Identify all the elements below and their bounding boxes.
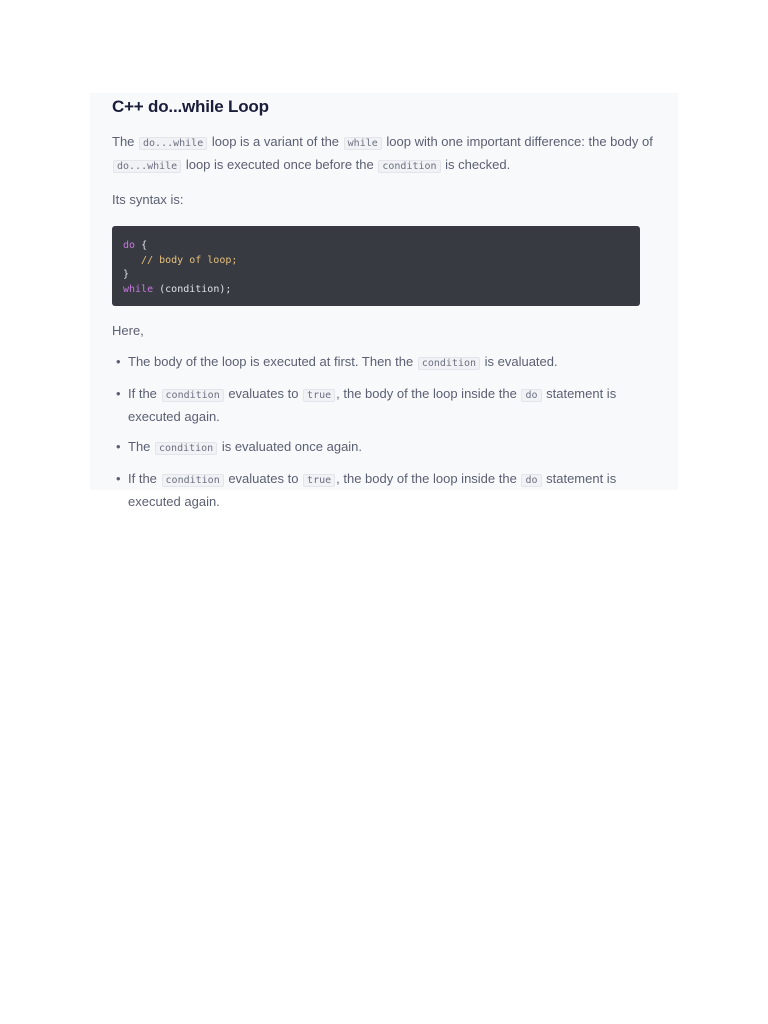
article-content [90, 97, 678, 512]
list-item [112, 383, 656, 427]
inline-code-condition: condition [155, 442, 217, 455]
list-item [112, 351, 656, 374]
intro-text-5: is checked. [441, 157, 511, 172]
inline-code-while: while [344, 137, 382, 150]
inline-code-condition: condition [162, 474, 224, 487]
page-title: C++ do...while Loop [112, 97, 269, 116]
bullet-text: , the body of the loop inside the [336, 386, 521, 401]
code-line4-rest: (condition); [153, 283, 232, 295]
here-label: Here, [112, 323, 144, 338]
intro-text-3: loop with one important difference: the body of [382, 134, 653, 149]
bullet-text: is evaluated once again. [218, 439, 363, 454]
bullet-text: statement is executed again. [128, 386, 617, 424]
code-keyword-while: while [123, 283, 154, 295]
intro-text-4: loop is executed once before the [182, 157, 378, 172]
explanation-list [112, 351, 656, 512]
code-keyword-do: do [123, 240, 136, 251]
inline-code-true: true [303, 389, 335, 402]
code-close-brace: } [123, 269, 130, 280]
bullet-text: The body of the loop is executed at first. Then the [128, 354, 417, 369]
bullet-text: If the [128, 471, 161, 486]
intro-text-2: loop is a variant of the [208, 134, 343, 149]
inline-code-do-while-2: do...while [113, 160, 181, 173]
bullet-text: is evaluated. [481, 354, 558, 369]
inline-code-do: do [521, 389, 541, 402]
code-comment: // body of loop; [123, 254, 238, 266]
inline-code-condition: condition [162, 389, 224, 402]
code-block [112, 226, 640, 306]
syntax-label: Its syntax is: [112, 192, 184, 207]
inline-code-condition: condition [378, 160, 440, 173]
inline-code-true: true [303, 474, 335, 487]
code-line1-rest: { [135, 240, 148, 251]
inline-code-condition: condition [418, 357, 480, 370]
list-item [112, 468, 656, 512]
intro-paragraph [112, 131, 656, 177]
bullet-text: evaluates to [224, 386, 303, 401]
bullet-text: evaluates to [224, 471, 303, 486]
intro-text-1: The [112, 134, 139, 149]
bullet-text: The [128, 439, 155, 454]
bullet-text: statement is executed again. [128, 471, 617, 509]
list-item [112, 436, 656, 459]
bullet-text: If the [128, 386, 161, 401]
inline-code-do: do [521, 474, 541, 487]
bullet-text: , the body of the loop inside the [336, 471, 521, 486]
article-card [90, 93, 678, 509]
inline-code-do-while: do...while [139, 137, 207, 150]
